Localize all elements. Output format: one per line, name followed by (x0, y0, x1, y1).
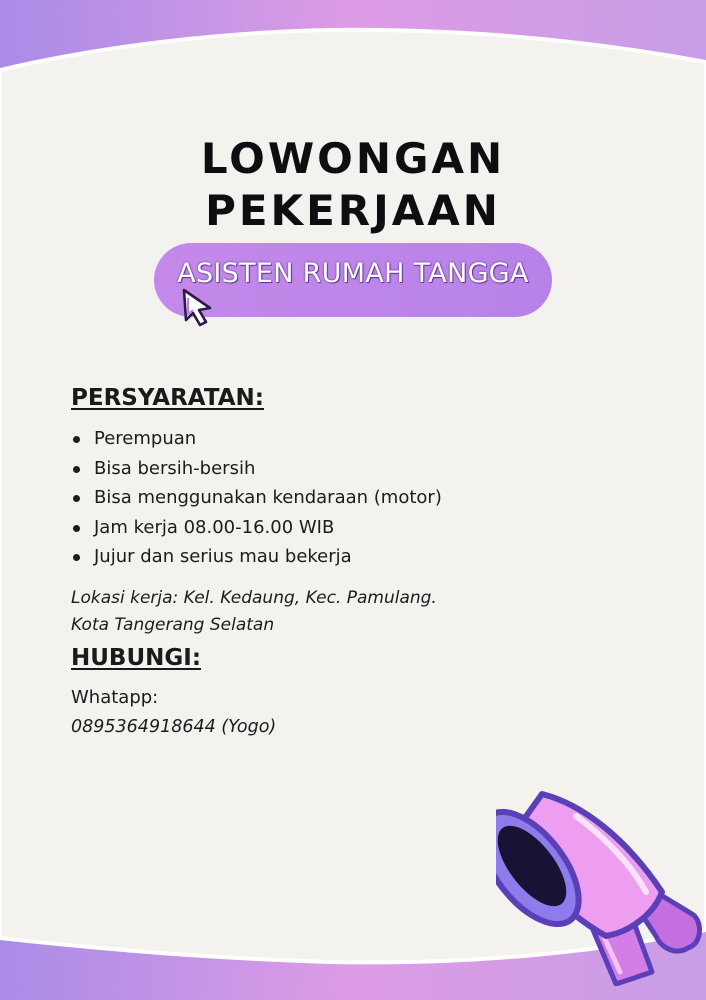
list-item: Jujur dan serius mau bekerja (71, 542, 442, 572)
list-item: Jam kerja 08.00-16.00 WIB (71, 513, 442, 543)
phone-number: 0895364918644 (Yogo) (71, 717, 277, 737)
list-item: Bisa bersih-bersih (71, 454, 442, 484)
position-title: ASISTEN RUMAH TANGGA (177, 258, 529, 289)
poster-title-line-1: LOWONGAN (200, 134, 506, 183)
poster-title-line-2: PEKERJAAN (205, 186, 501, 235)
megaphone-icon (496, 776, 706, 986)
requirements-list (71, 424, 442, 572)
requirements-heading: PERSYARATAN: (71, 385, 264, 411)
list-item: Perempuan (71, 424, 442, 454)
whatsapp-label: Whatapp: (71, 687, 159, 708)
location-line-2: Kota Tangerang Selatan (71, 615, 275, 635)
contact-heading: HUBUNGI: (71, 645, 202, 671)
cursor-arrow-icon (178, 286, 216, 328)
location-line-1: Lokasi kerja: Kel. Kedaung, Kec. Pamulang. (71, 588, 437, 608)
list-item: Bisa menggunakan kendaraan (motor) (71, 483, 442, 513)
